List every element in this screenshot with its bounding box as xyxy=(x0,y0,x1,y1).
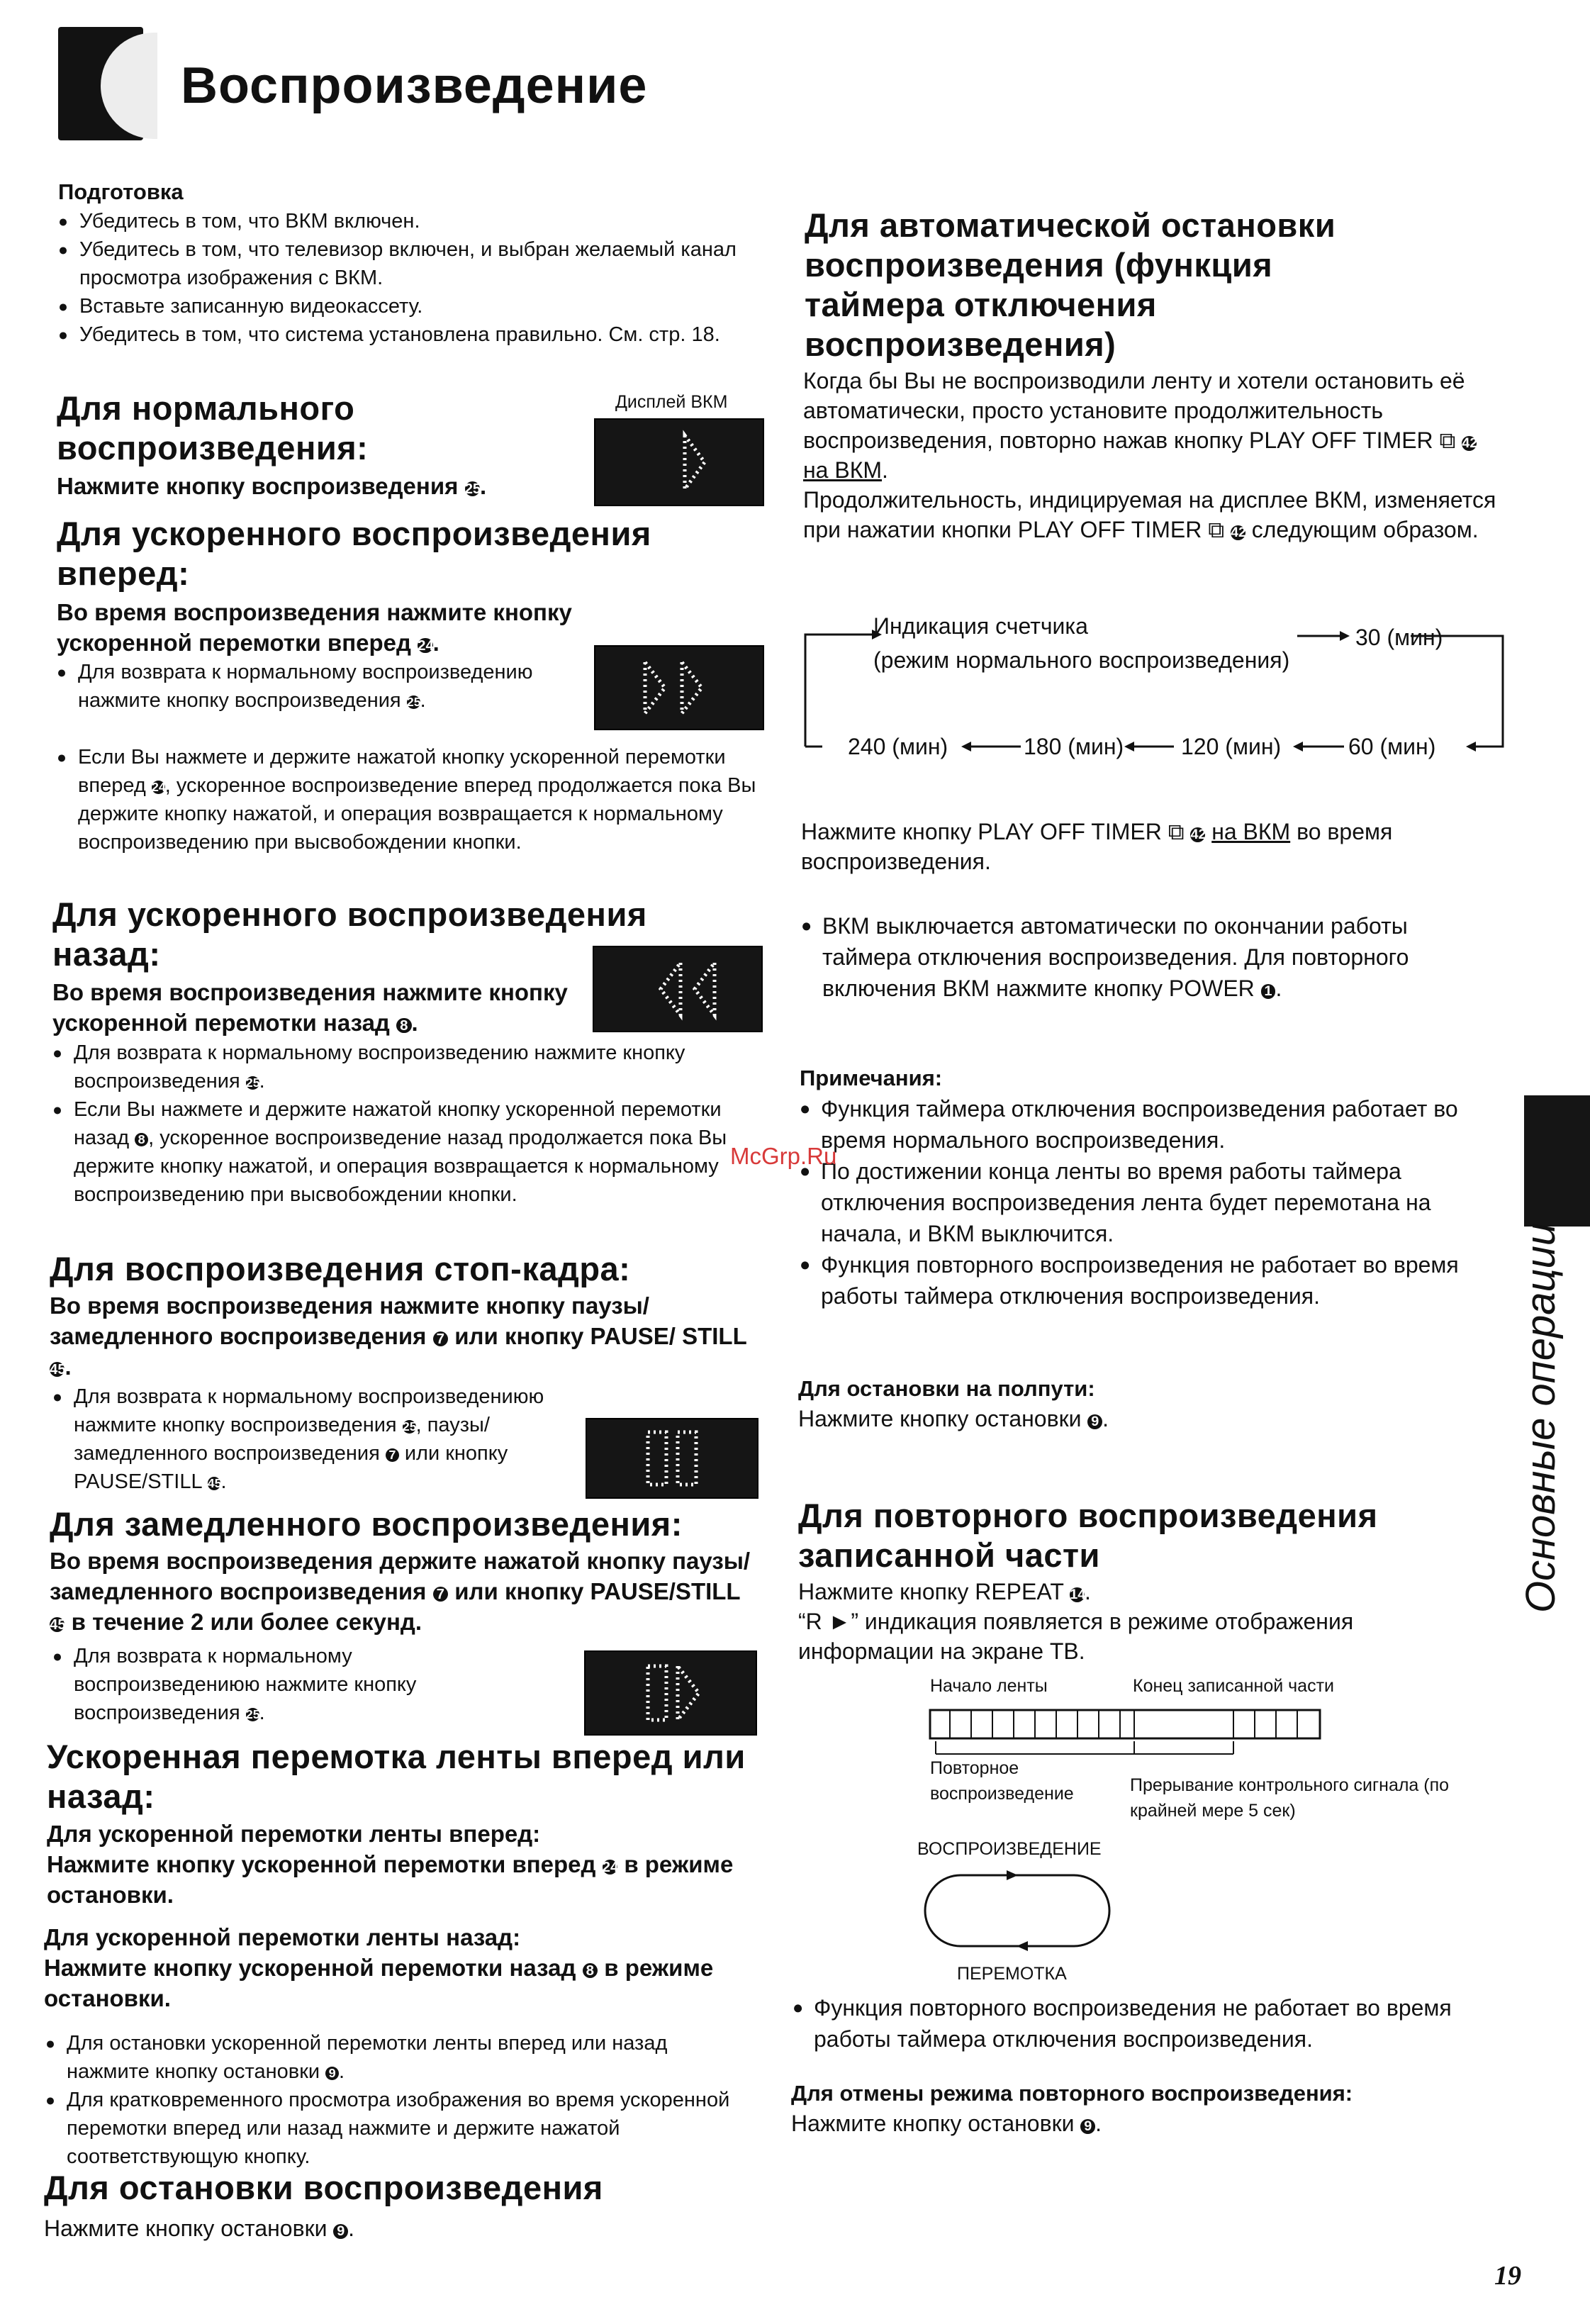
button-number-badge: 45 xyxy=(50,1616,66,1633)
button-number-badge: 9 xyxy=(1087,1414,1102,1429)
play-label: ВОСПРОИЗВЕДЕНИЕ xyxy=(917,1839,1102,1859)
wind-rew xyxy=(44,1923,753,2013)
wind-bullet-1: ● Для остановки ускоренной перемотки ленты вперед или назад нажмите кнопку остановки 9 . xyxy=(45,2029,754,2086)
signal-break-label: Прерывание контрольного сигнала (по крайней мере 5 сек) xyxy=(1130,1775,1450,1821)
button-number-badge: 7 xyxy=(433,1331,448,1346)
rew-bullet-1: ● Для возврата к нормальному воспроизведению нажмите кнопку воспроизведения 25. xyxy=(52,1039,761,1095)
button-number-badge: 24 xyxy=(151,780,166,795)
prep-heading: Подготовка xyxy=(58,179,184,204)
section-tab-block xyxy=(1524,1095,1590,1227)
still-heading: Для воспроизведения стоп-кадра: xyxy=(50,1250,631,1287)
button-number-badge: 25 xyxy=(464,480,481,497)
prep-section xyxy=(58,177,739,349)
repeat-cancel-sub: Для отмены режима повторного воспроизведения: xyxy=(791,2081,1353,2106)
repeat-text: Нажмите кнопку REPEAT 14. “R ►” индикация появляется в режиме отображения информации на экране ТВ. xyxy=(798,1579,1354,1664)
button-number-badge: 25 xyxy=(406,695,421,710)
button-number-badge: 25 xyxy=(245,1707,260,1722)
button-number-badge: 42 xyxy=(1190,827,1207,843)
wind-bullet-2: ● Для кратковременного просмотра изображения во время ускоренной перемотки вперед или назад нажмите и держите нажатой соответствующую кнопку. xyxy=(45,2086,754,2171)
rewind-symbol-icon xyxy=(594,947,761,1031)
ff-bullet-2: ● Если Вы нажмете и держите нажатой кнопку ускоренной перемотки вперед 24, ускоренное воспроизведение вперед продолжается пока Вы держите кнопку нажатой, и операция возвращается к нормальному воспроизведению при высвобождении кнопки. xyxy=(57,743,758,856)
vcr-display-still xyxy=(586,1418,758,1499)
side-tab-label: Основные операции xyxy=(1518,1222,1564,1613)
ff-heading: Для ускоренного воспроизведения вперед: xyxy=(57,515,651,592)
play-symbol-icon xyxy=(595,420,763,505)
page-number: 19 xyxy=(1494,2261,1521,2291)
button-number-badge: 14 xyxy=(1070,1587,1086,1603)
repeat-heading: Для повторного воспроизведения записанной части xyxy=(798,1497,1378,1574)
note-item: ● Функция повторного воспроизведения не работает во время работы таймера отключения воспроизведения. xyxy=(800,1249,1480,1312)
vcr-display-ff xyxy=(594,645,764,730)
ff-lead: Во время воспроизведения нажмите кнопку ускоренной перемотки вперед 24. xyxy=(57,599,572,656)
halfway-sub: Для остановки на полпути: xyxy=(798,1376,1095,1401)
slow-lead: Во время воспроизведения держите нажатой кнопку паузы/замедленного воспроизведения 7 или кнопку PAUSE/STILL 45 в течение 2 или более секунд. xyxy=(50,1548,751,1635)
vcr-display-slow xyxy=(584,1650,757,1736)
button-number-badge: 9 xyxy=(333,2224,348,2239)
cycle-30: 30 (мин) xyxy=(1355,625,1443,650)
button-number-badge: 42 xyxy=(1462,435,1478,452)
timer-icon: ⧉ xyxy=(1208,517,1225,542)
wind-rew-lead: Нажмите кнопку ускоренной перемотки назад 8 в режиме остановки. xyxy=(44,1955,714,2011)
wind-heading: Ускоренная перемотка ленты вперед или назад: xyxy=(47,1738,746,1815)
auto-stop-bullet: ● ВКМ выключается автоматически по окончании работы таймера отключения воспроизведения. Для повторного включения ВКМ нажмите кнопку POWER 1 . xyxy=(801,910,1439,1004)
cycle-60: 60 (мин) xyxy=(1348,734,1436,759)
repeat-cancel-text: Нажмите кнопку остановки 9 . xyxy=(791,2111,1102,2136)
prep-item: ● Убедитесь в том, что система установлена правильно. См. стр. 18. xyxy=(58,320,739,349)
tape-start-label: Начало ленты xyxy=(930,1676,1048,1696)
ff-bullet-1: ● Для возврата к нормальному воспроизведению нажмите кнопку воспроизведения 25. xyxy=(57,658,581,715)
button-number-badge: 8 xyxy=(135,1133,148,1146)
rew-lead: Во время воспроизведения нажмите кнопку ускоренной перемотки назад 8 . xyxy=(52,979,568,1036)
vcr-display-rew xyxy=(593,946,763,1032)
auto-stop-intro: Когда бы Вы не воспроизводили ленту и хотели остановить её автоматически, просто установите продолжительность воспроизведения, повторно нажав кнопку PLAY OFF TIMER ⧉ 42 на ВКМ. Продолжительность, индицируемая на дисплее ВКМ, изменяется при нажатии кнопки PLAY OFF TIMER ⧉ 42 следующим образом. xyxy=(803,368,1496,542)
cycle-start-sub: (режим нормального воспроизведения) xyxy=(873,647,1290,673)
prep-item: ● Убедитесь в том, что ВКМ включен. xyxy=(58,207,739,235)
stop-text: Нажмите кнопку остановки 9 . xyxy=(44,2216,355,2241)
pause-symbol-icon xyxy=(587,1419,757,1497)
note-item: ● По достижении конца ленты во время работы таймера отключения воспроизведения лента будет перемотана на начала, и ВКМ выключится. xyxy=(800,1156,1480,1249)
cycle-start: Индикация счетчика xyxy=(873,613,1088,639)
slow-bullet: ● Для возврата к нормальному воспроизведениюю нажмите кнопку воспроизведения 25. xyxy=(52,1642,506,1727)
vcr-display-play xyxy=(594,418,764,506)
normal-heading: Для нормального воспроизведения: xyxy=(57,389,369,467)
repeat-cancel xyxy=(791,2079,1486,2138)
button-number-badge: 42 xyxy=(1230,525,1247,541)
prep-item: ● Убедитесь в том, что телевизор включен, и выбран желаемый канал просмотра изображения с ВКМ. xyxy=(58,235,739,292)
rew-heading: Для ускоренного воспроизведения назад: xyxy=(52,895,647,973)
rew-bullet-2: ● Если Вы нажмете и держите нажатой кнопку ускоренной перемотки назад 8 , ускоренное воспроизведение назад продолжается пока Вы держите кнопку нажатой, и операция возвращается к нормальному воспроизведению при высвобождении кнопки. xyxy=(52,1095,761,1209)
auto-stop-heading: Для автоматической остановки воспроизведения (функция таймера отключения воспроизведения) xyxy=(805,206,1336,363)
halfway-section xyxy=(798,1374,1436,1434)
stop-heading: Для остановки воспроизведения xyxy=(44,2169,603,2206)
repeat-play-label: Повторное воспроизведение xyxy=(930,1758,1074,1804)
wind-bullets xyxy=(45,2029,754,2171)
button-number-badge: 7 xyxy=(386,1448,399,1462)
button-number-badge: 7 xyxy=(433,1587,448,1602)
button-number-badge: 25 xyxy=(402,1419,417,1434)
button-number-badge: 1 xyxy=(1261,984,1276,999)
notes-section xyxy=(800,1063,1480,1312)
rec-end-label: Конец записанной части xyxy=(1133,1676,1334,1696)
wind-ff-sub: Для ускоренной перемотки ленты вперед: xyxy=(47,1821,541,1847)
wind-ff-lead: Нажмите кнопку ускоренной перемотки вперед 24 в режиме остановки. xyxy=(47,1851,734,1908)
button-number-badge: 45 xyxy=(207,1476,222,1491)
display-label: Дисплей ВКМ xyxy=(615,392,728,412)
button-number-badge: 45 xyxy=(50,1361,66,1378)
normal-lead: Нажмите кнопку воспроизведения 25. xyxy=(57,473,487,499)
slow-heading: Для замедленного воспроизведения: xyxy=(50,1505,683,1543)
still-lead: Во время воспроизведения нажмите кнопку паузы/ замедленного воспроизведения 7 или кнопку PAUSE/ STILL45. xyxy=(50,1292,747,1380)
fast-forward-symbol-icon xyxy=(595,647,763,729)
button-number-badge: 8 xyxy=(396,1018,411,1033)
cycle-240: 240 (мин) xyxy=(848,734,948,759)
note-item: ● Функция таймера отключения воспроизведения работает во время нормального воспроизведения. xyxy=(800,1093,1480,1156)
button-number-badge: 9 xyxy=(1080,2119,1095,2134)
cycle-120: 120 (мин) xyxy=(1181,734,1282,759)
repeat-bullet: ● Функция повторного воспроизведения не работает во время работы таймера отключения воспроизведения. xyxy=(793,1992,1494,2055)
button-number-badge: 25 xyxy=(245,1076,260,1090)
button-number-badge: 24 xyxy=(602,1858,619,1875)
button-number-badge: 24 xyxy=(418,637,434,654)
timer-icon: ⧉ xyxy=(1439,428,1456,453)
wind-rew-sub: Для ускоренной перемотки ленты назад: xyxy=(44,1924,521,1950)
rewind-label: ПЕРЕМОТКА xyxy=(957,1964,1067,1984)
repeat-loop-icon xyxy=(922,1865,1113,1957)
prep-item: ● Вставьте записанную видеокассету. xyxy=(58,292,739,320)
wind-ff xyxy=(47,1819,756,1910)
halfway-text: Нажмите кнопку остановки 9 . xyxy=(798,1406,1109,1431)
timer-icon: ⧉ xyxy=(1168,819,1185,844)
button-number-badge: 9 xyxy=(325,2067,339,2080)
notes-heading: Примечания: xyxy=(800,1066,943,1090)
still-bullet: ● Для возврата к нормальному воспроизведениюю нажмите кнопку воспроизведения 25, паузы/ замедленного воспроизведения 7 или кнопку PAUSE/STILL 45. xyxy=(52,1382,584,1496)
button-number-badge: 8 xyxy=(583,1963,598,1978)
rew-bullets xyxy=(52,1039,761,1209)
auto-stop-press: Нажмите кнопку PLAY OFF TIMER ⧉ 42 на ВКМ во время воспроизведения. xyxy=(801,819,1393,874)
cycle-180: 180 (мин) xyxy=(1024,734,1124,759)
slow-symbol-icon xyxy=(586,1652,756,1734)
page-title: Воспроизведение xyxy=(181,57,648,114)
watermark: McGrp.Ru xyxy=(730,1143,837,1169)
